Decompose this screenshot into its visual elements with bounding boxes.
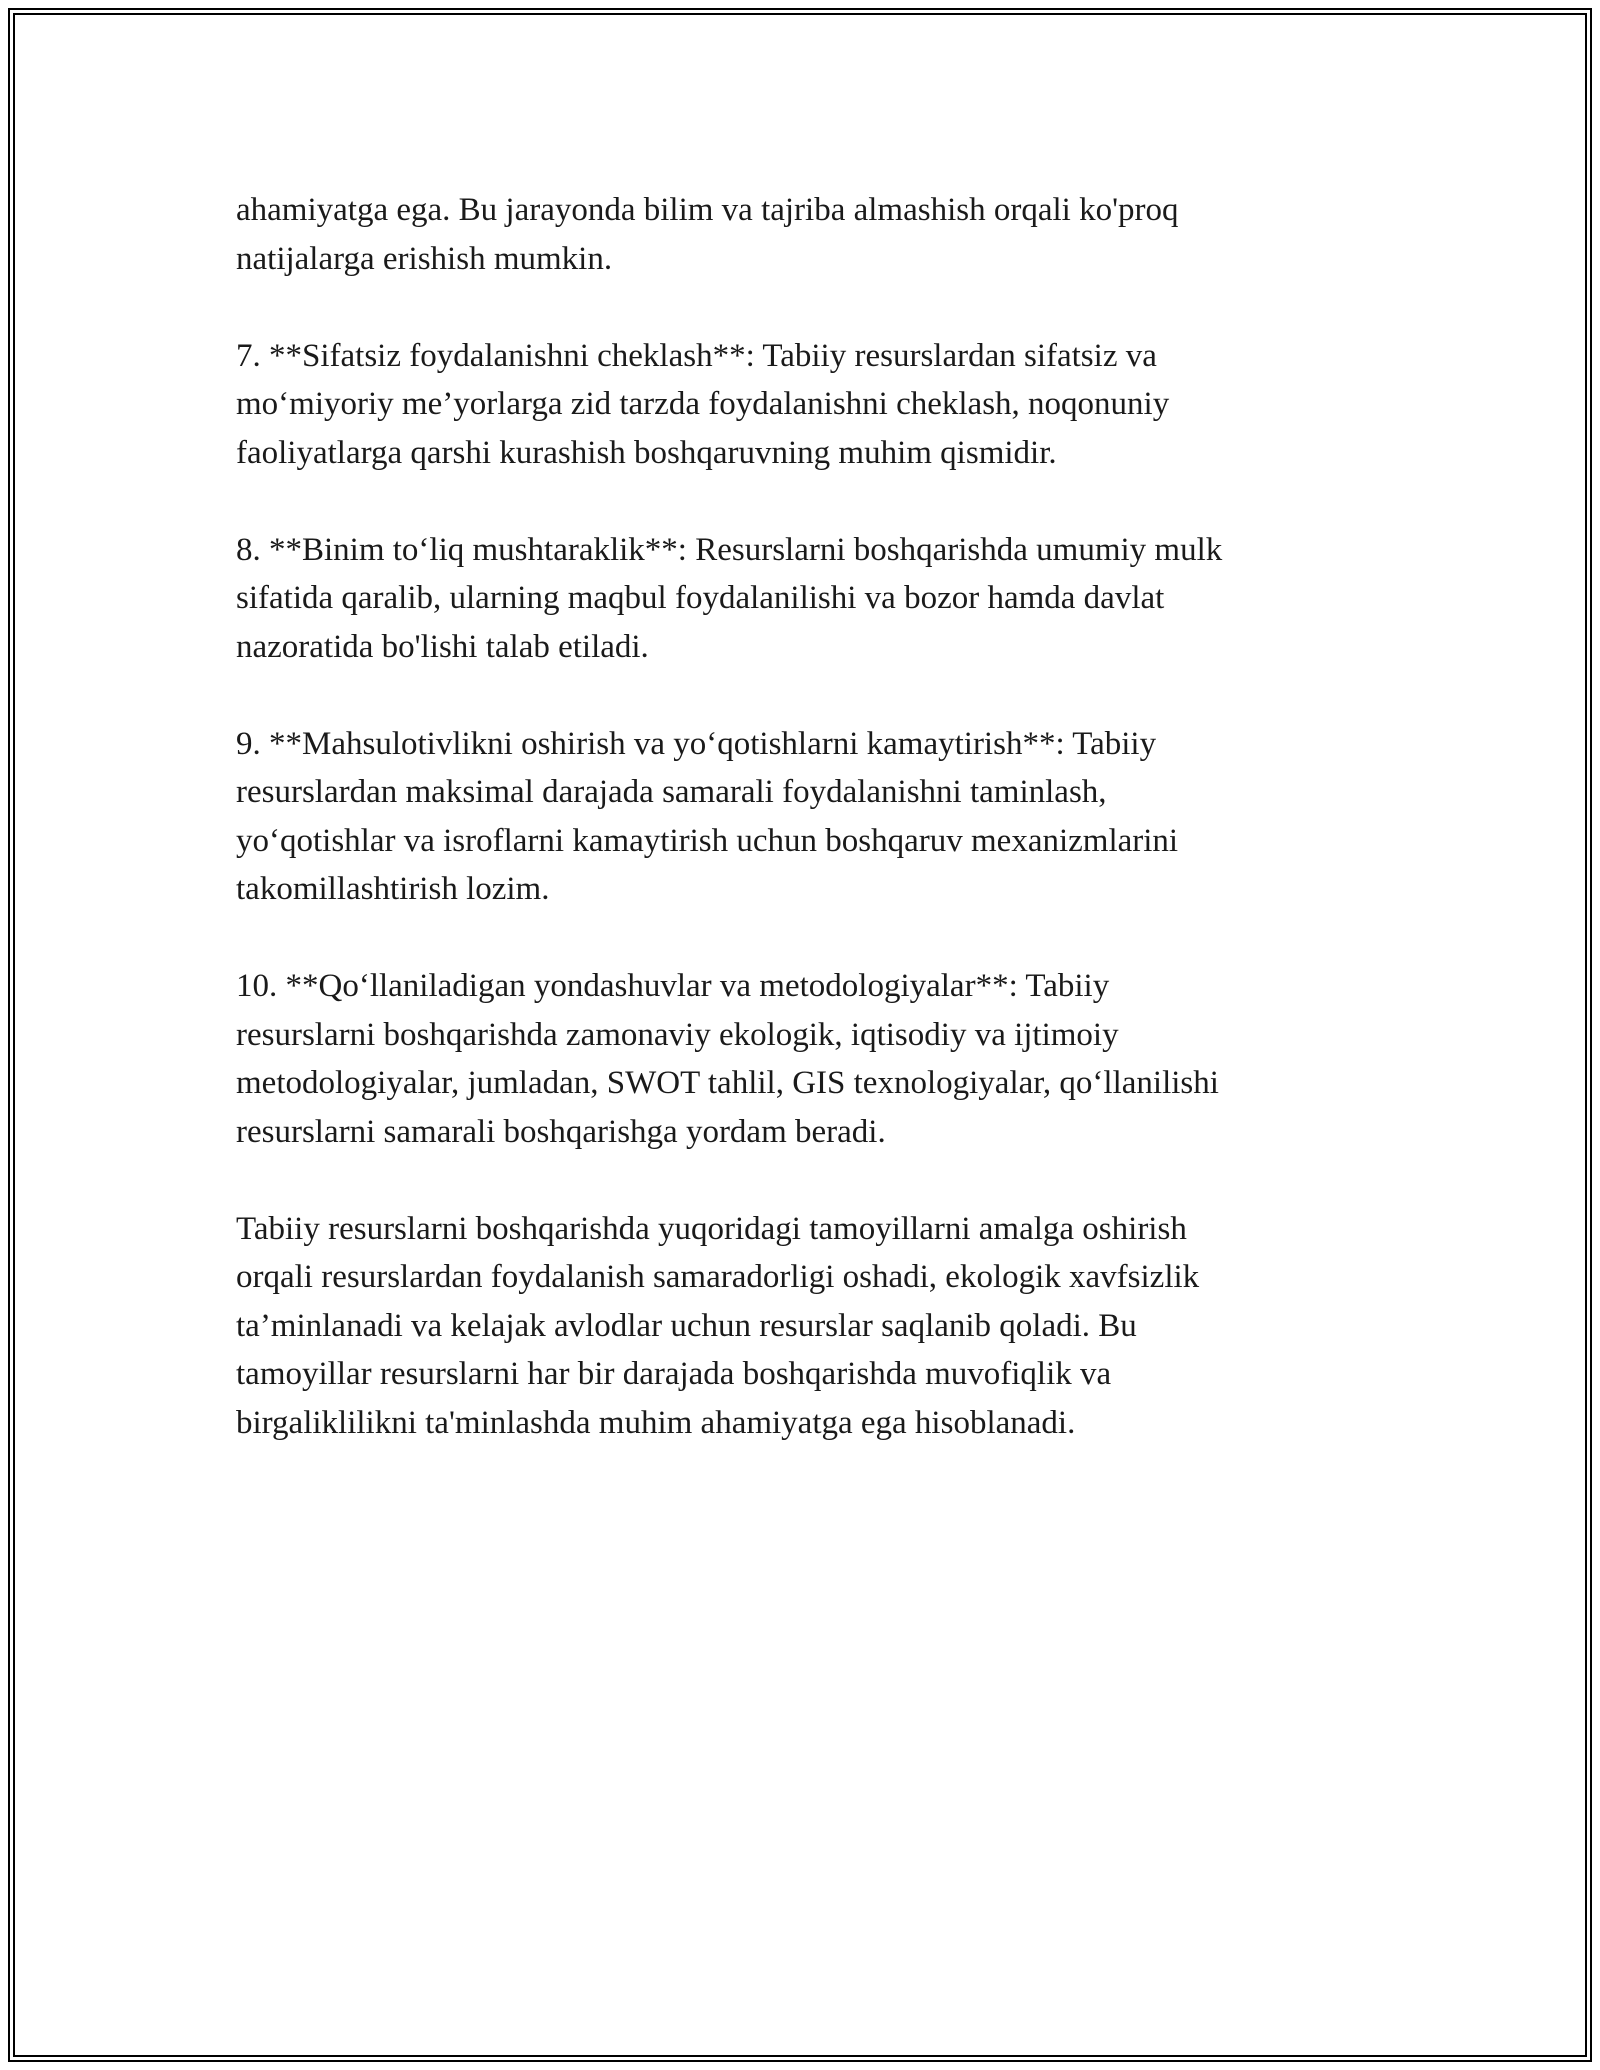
text-line: tamoyillar resurslarni har bir darajada boshqarishda muvofiqlik va [236,1356,1112,1392]
paragraph-conclusion [236,1205,1376,1448]
paragraph-item-7 [236,332,1376,478]
text-line: natijalarga erishish mumkin. [236,240,613,277]
paragraph-item-10 [236,962,1376,1156]
paragraph-item-9 [236,720,1376,914]
text-line: ta’minlanadi va kelajak avlodlar uchun resurslar saqlanib qoladi. Bu [236,1307,1137,1344]
text-line: Tabiiy resurslarni boshqarishda yuqoridagi tamoyillarni amalga oshirish [236,1210,1187,1247]
text-line: resurslardan maksimal darajada samarali foydalanishni taminlash, [236,774,1107,810]
text-line: ahamiyatga ega. Bu jarayonda bilim va tajriba almashish orqali ko'proq [236,192,1179,228]
text-line: resurslarni samarali boshqarishga yordam beradi. [236,1113,886,1150]
text-line: resurslarni boshqarishda zamonaviy ekologik, iqtisodiy va ijtimoiy [236,1016,1119,1053]
text-line: mo‘miyoriy me’yorlarga zid tarzda foydalanishni cheklash, noqonuniy [236,386,1170,422]
text-line: metodologiyalar, jumladan, SWOT tahlil, GIS texnologiyalar, qo‘llanilishi [236,1065,1219,1101]
text-line: 8. **Binim to‘liq mushtaraklik**: Resurslarni boshqarishda umumiy mulk [236,531,1223,568]
document-body [236,186,1376,1496]
paragraph-item-8 [236,526,1376,672]
text-line: 9. **Mahsulotivlikni oshirish va yo‘qotishlarni kamaytirish**: Tabiiy [236,725,1157,762]
text-line: 10. **Qo‘llaniladigan yondashuvlar va metodologiyalar**: Tabiiy [236,968,1110,1004]
text-line: 7. **Sifatsiz foydalanishni cheklash**: Tabiiy resurslardan sifatsiz va [236,337,1157,374]
text-line: yo‘qotishlar va isroflarni kamaytirish uchun boshqaruv mexanizmlarini [236,822,1179,859]
text-line: takomillashtirish lozim. [236,871,550,907]
text-line: birgaliklilikni ta'minlashda muhim ahamiyatga ega hisoblanadi. [236,1404,1076,1441]
paragraph-continuation [236,186,1376,283]
text-line: nazoratida bo'lishi talab etiladi. [236,628,649,665]
text-line: faoliyatlarga qarshi kurashish boshqaruvning muhim qismidir. [236,434,1057,471]
text-line: sifatida qaralib, ularning maqbul foydalanilishi va bozor hamda davlat [236,580,1165,616]
text-line: orqali resurslardan foydalanish samaradorligi oshadi, ekologik xavfsizlik [236,1259,1200,1295]
